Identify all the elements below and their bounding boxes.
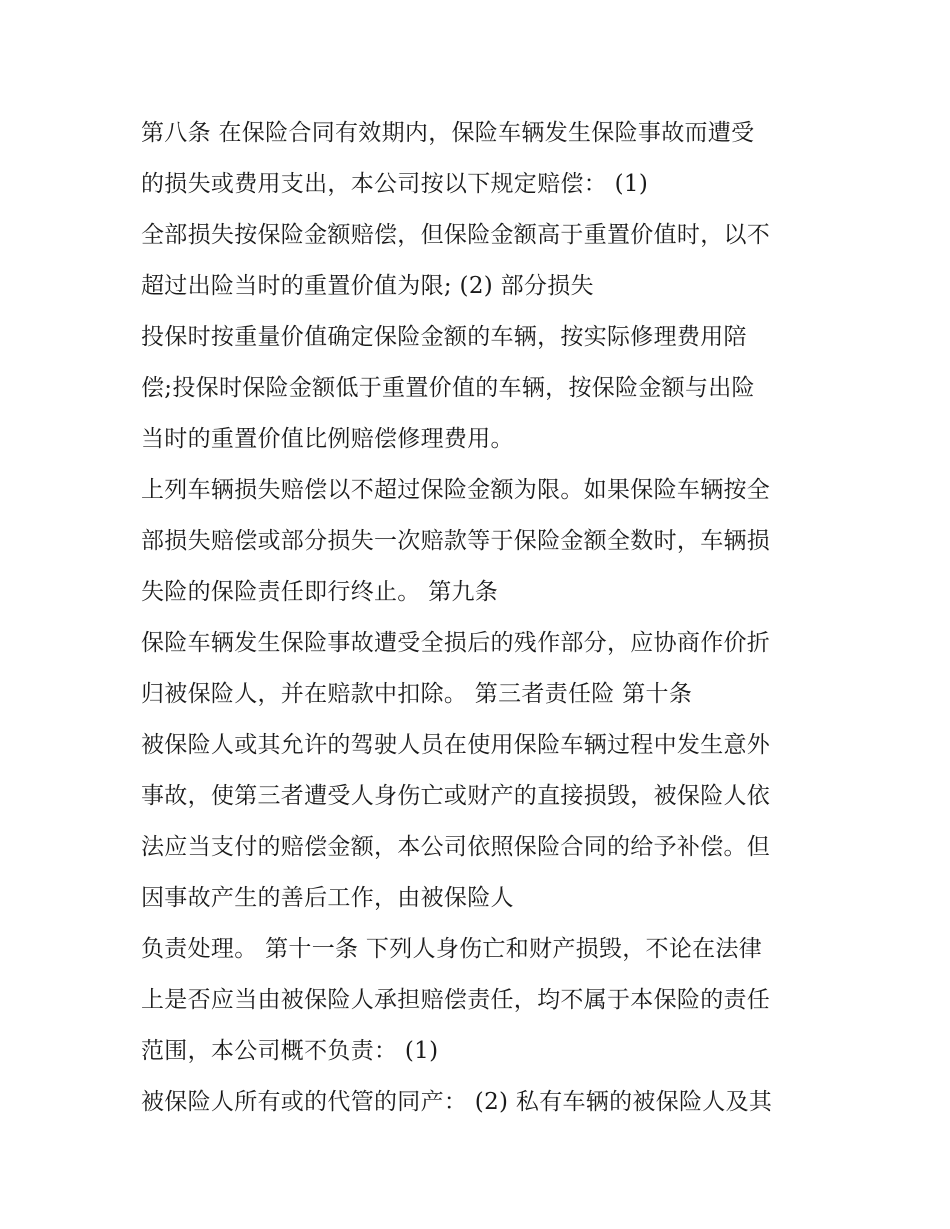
text-line: 保险车辆发生保险事故遭受全损后的残作部分，应协商作价折 [141, 630, 771, 656]
text-line: 当时的重置价值比例赔偿修理费用。 [141, 426, 514, 452]
text-line: 被保险人所有或的代管的同产： (2) 私有车辆的被保险人及其 [141, 1089, 773, 1115]
text-line: 失险的保险责任即行终止。 第九条 [141, 579, 499, 605]
text-line: 负责处理。 第十一条 下列人身伤亡和财产损毁，不论在法律 [141, 936, 763, 962]
text-line: 被保险人或其允许的驾驶人员在使用保险车辆过程中发生意外 [141, 732, 771, 758]
text-line: 上列车辆损失赔偿以不超过保险金额为限。如果保险车辆按全 [141, 477, 771, 503]
text-line: 的损失或费用支出，本公司按以下规定赔偿： (1) [141, 171, 649, 197]
text-line: 全部损失按保险金额赔偿，但保险金额高于重置价值时，以不 [141, 222, 771, 248]
text-line: 第八条 在保险合同有效期内，保险车辆发生保险事故而遭受 [141, 120, 755, 146]
text-line: 偿;投保时保险金额低于重置价值的车辆，按保险金额与出险 [141, 375, 755, 401]
text-line: 部损失赔偿或部分损失一次赔款等于保险金额全数时，车辆损 [141, 528, 771, 554]
document-body [141, 108, 821, 1128]
text-line: 超过出险当时的重置价值为限; (2) 部分损失 [141, 273, 594, 299]
text-line: 范围，本公司概不负责： (1) [141, 1038, 439, 1064]
text-line: 因事故产生的善后工作，由被保险人 [141, 885, 514, 911]
text-line: 归被保险人，并在赔款中扣除。 第三者责任险 第十条 [141, 681, 693, 707]
text-line: 投保时按重量价值确定保险金额的车辆，按实际修理费用陪 [141, 324, 747, 350]
text-line: 上是否应当由被保险人承担赔偿责任，均不属于本保险的责任 [141, 987, 771, 1013]
text-line: 法应当支付的赔偿金额，本公司依照保险合同的给予补偿。但 [141, 834, 771, 860]
text-line: 事故，使第三者遭受人身伤亡或财产的直接损毁，被保险人依 [141, 783, 771, 809]
